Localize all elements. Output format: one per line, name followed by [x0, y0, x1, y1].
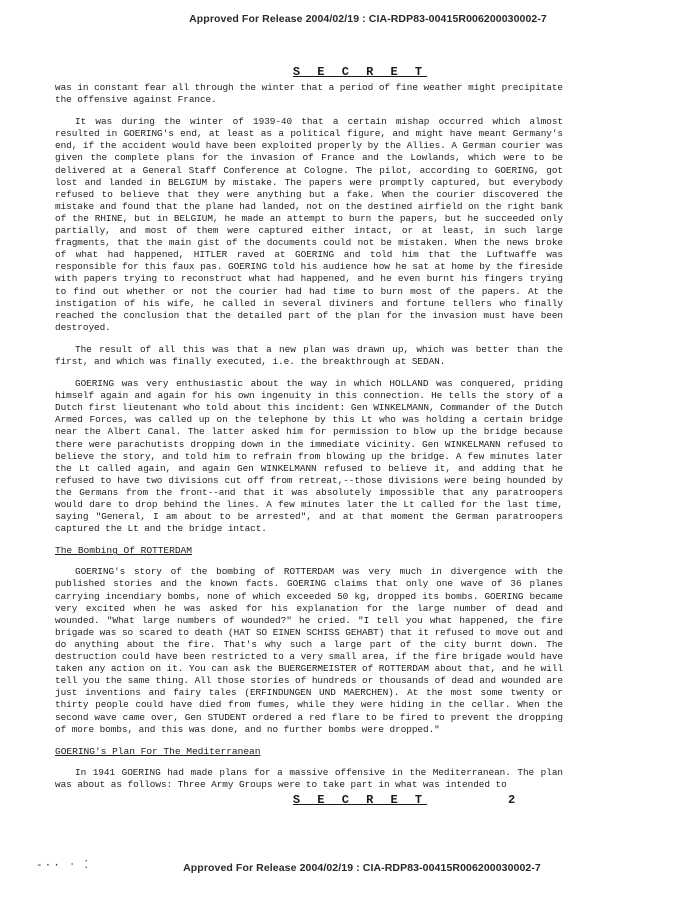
document-body: [55, 82, 563, 801]
section-heading: The Bombing Of ROTTERDAM: [55, 545, 192, 557]
paragraph: GOERING's story of the bombing of ROTTERDAM was very much in divergence with the published stories and the known facts. GOERING claims that only one wave of 36 planes carrying incendiary bombs, none of which exceeded 50 kg, dropped its bombs. GOERING became very excited when he was asked for his explanation for the large number of dead and wounded. "What large numbers of wounded?" he cried. "I tell you what happened, the fire brigade was so scared to death (HAT SO EINEN SCHISS GEHABT) that it refused to move out and do anything about the fire. That's why such a large part of the city burnt down. The destruction could have been restricted to a very small area, if the fire brigade would have taken any action on it. You can ask the BUERGERMEISTER of ROTTERDAM about that, and he will tell you the same thing. All those stories of hundreds or thousands of dead and wounded are just inventions and fairy tales (ERFINDUNGEN UND MAERCHEN). At the most some twenty or thirty people could have died from fumes, while they were hiding in the cellar. When the second wave came over, Gen STUDENT ordered a red flare to be fired to prevent the dropping of more bombs, and this was done, and no further bombs were dropped.": [55, 566, 563, 735]
release-stamp-bottom: Approved For Release 2004/02/19 : CIA-RDP83-00415R006200030002-7: [183, 862, 541, 874]
paragraph: was in constant fear all through the winter that a period of fine weather might precipitate the offensive against France.: [55, 82, 563, 106]
paragraph: GOERING was very enthusiastic about the way in which HOLLAND was conquered, priding himself again and again for his own ingenuity in this connection. He tells the story of a Dutch first lieutenant who told about this incident: Gen WINKELMANN, Commander of the Dutch Armed Forces, was called up on the telephone by this Lt who was holding a certain bridge near the Albert Canal. The latter asked him for permission to blow up the bridge because there were parachutists dropping down in the immediate vicinity. Gen WINKELMANN refused to believe the story, and told him to refrain from blowing up the bridge. A few minutes later the Lt called again, and again Gen WINKELMANN refused to believe it, and adding that he refused to have two divisions cut off from retreat,--those divisions were being hounded by the Germans from the front--and that it was absolutely impossible that any paratroopers would dare to drop behind the lines. A few minutes later the Lt called for the last time, saying "General, I am about to be arrested", and at that moment the German paratroopers captured the Lt and the bridge intact.: [55, 378, 563, 535]
section-heading: GOERING's Plan For The Mediterranean: [55, 745, 261, 757]
classification-top: S E C R E T: [292, 65, 428, 79]
paragraph: In 1941 GOERING had made plans for a massive offensive in the Mediterranean. The plan was about as follows: Three Army Groups were to take part in what was intended to: [55, 766, 563, 790]
paragraph: The result of all this was that a new plan was drawn up, which was better than the first, and which was finally executed, i.e. the breakthrough at SEDAN.: [55, 343, 563, 367]
release-stamp-top: Approved For Release 2004/02/19 : CIA-RDP83-00415R006200030002-7: [189, 13, 547, 25]
classification-bottom: S E C R E T: [292, 793, 428, 807]
paragraph: It was during the winter of 1939-40 that a certain mishap occurred which almost resulted in GOERING's end, at least as a political figure, and might have meant Germany's end, if the accident would have been exploited properly by the Allies. A German courier was given the complete plans for the invasion of France and the Lowlands, which were to be delivered at a General Staff Conference at Cologne. The pilot, according to GOERING, got lost and landed in BELGIUM by mistake. The papers were promptly captured, but everybody refused to believe that they were anything but a fake. When the courier discovered the mistake and found that the plane had landed, not on the destined airfield on the right bank of the RHINE, but in BELGIUM, he made an attempt to burn the papers, but he succeeded only partially, and most of them were captured either intact, or at least, in such large fragments, that the main gist of the documents could not be mistaken. When the news broke of what had happened, HITLER raved at GOERING and told him that the Luftwaffe was responsible for this faux pas. GOERING told his audience how he sat at home by the fireside with papers trying to reconstruct what had happened, and he even burnt his fingers trying to find out whether or not the courier had had time to burn most of the papers. At the instigation of his wife, he called in several diviners and fortune tellers who finally reached the conclusion that the detailed part of the plan for the invasion must have been destroyed.: [55, 116, 563, 333]
page-number: 2: [508, 793, 516, 807]
scan-marks-decoration: -·· ‧ ⁚: [36, 860, 90, 872]
